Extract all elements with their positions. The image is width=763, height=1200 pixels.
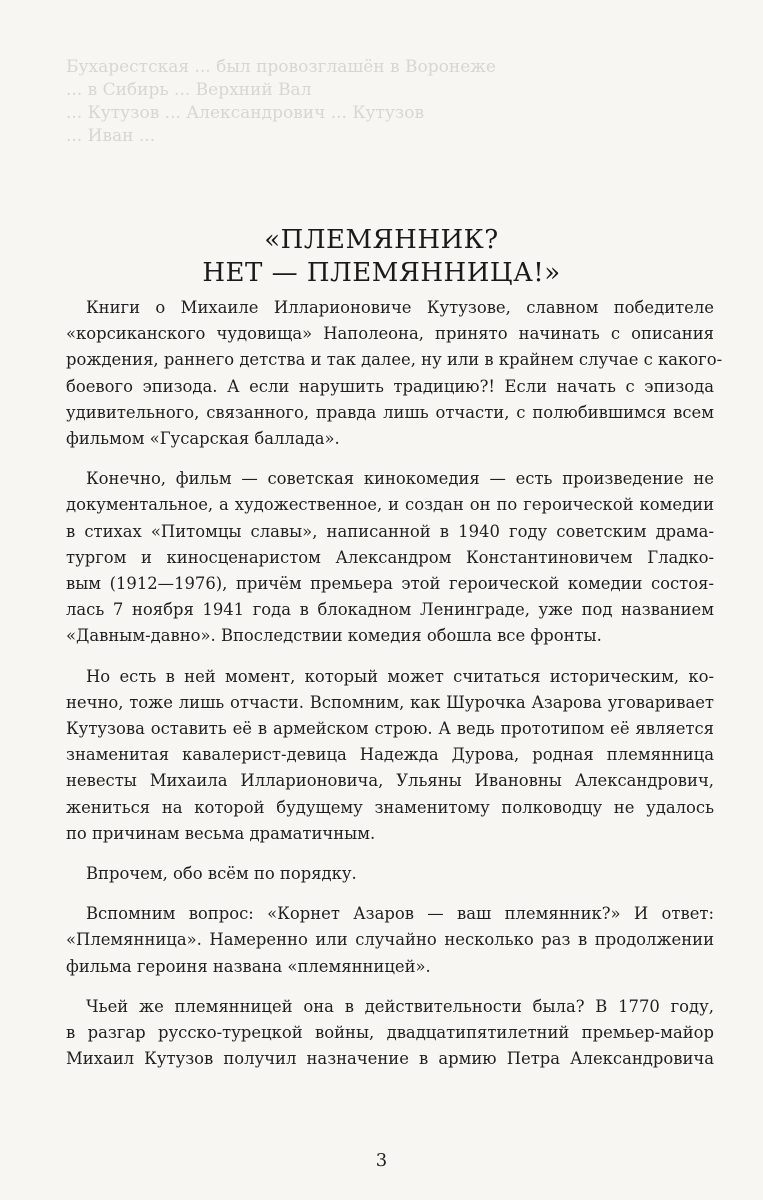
text-line: Кутузова оставить её в армейском строю. А ведь прототипом её является — [66, 719, 714, 739]
text-line: знаменитая кавалерист-девица Надежда Дурова, родная племянница — [66, 745, 714, 765]
text-line: фильма героиня названа «племянницей». — [66, 956, 431, 976]
chapter-title-line-2: НЕТ — ПЛЕМЯННИЦА!» — [202, 258, 561, 288]
page-number: 3 — [375, 1150, 388, 1171]
text-line: Впрочем, обо всём по порядку. — [86, 864, 357, 884]
text-line: нечно, тоже лишь отчасти. Вспомним, как Шурочка Азарова уговаривает — [66, 692, 714, 712]
text-line: «корсиканского чудовища» Наполеона, принято начинать с описания — [66, 324, 714, 344]
show-through-line: Бухарестская ... был провозглашён в Воронеже — [66, 57, 496, 77]
paragraph-3 — [66, 664, 714, 847]
text-line: Конечно, фильм — советская кинокомедия — есть произведение не — [86, 469, 714, 489]
text-line: Но есть в ней момент, который может считаться историческим, ко- — [86, 666, 714, 686]
text-line: в разгар русско-турецкой войны, двадцатипятилетний премьер-майор — [66, 1023, 714, 1043]
paragraph-5 — [66, 901, 714, 980]
text-line: «Давным-давно». Впоследствии комедия обошла все фронты. — [66, 626, 602, 646]
body-text — [66, 295, 723, 1086]
text-line: вым (1912—1976), причём премьера этой героической комедии состоя- — [66, 574, 714, 594]
show-through-line: ... Иван ... — [66, 126, 156, 146]
paragraph-4 — [66, 861, 714, 887]
text-line: Чьей же племянницей она в действительности была? В 1770 году, — [86, 996, 714, 1016]
text-line: тургом и киносценаристом Александром Константиновичем Гладко- — [66, 547, 714, 567]
text-line: боевого эпизода. А если нарушить традицию?! Если начать с эпизода — [66, 376, 714, 396]
text-line: удивительного, связанного, правда лишь отчасти, с полюбившимся всем — [66, 402, 714, 422]
text-line: «Племянница». Намеренно или случайно несколько раз в продолжении — [66, 930, 714, 950]
text-line: в стихах «Питомцы славы», написанной в 1940 году советским драма- — [66, 521, 714, 541]
text-line: лась 7 ноября 1941 года в блокадном Ленинграде, уже под названием — [66, 600, 714, 620]
paragraph-2 — [66, 466, 714, 649]
text-line: документальное, а художественное, и создан он по героической комедии — [66, 495, 714, 515]
text-line: фильмом «Гусарская баллада». — [66, 429, 340, 449]
show-through-text — [66, 56, 706, 148]
text-line: невесты Михаила Илларионовича, Ульяны Ивановны Александрович, — [66, 771, 714, 791]
show-through-line: ... Кутузов ... Александрович ... Кутузов — [66, 103, 425, 123]
paragraph-1 — [66, 295, 723, 452]
text-line: по причинам весьма драматичным. — [66, 823, 376, 843]
show-through-line: ... в Сибирь ... Верхний Вал — [66, 80, 312, 100]
text-line: Книги о Михаиле Илларионовиче Кутузове, славном победителе — [86, 298, 714, 317]
text-line: Вспомним вопрос: «Корнет Азаров — ваш племянник?» И ответ: — [86, 904, 714, 924]
text-line: рождения, раннего детства и так далее, ну или в крайнем случае с какого- — [66, 350, 723, 370]
text-line: жениться на которой будущему знаменитому полководцу не удалось — [66, 797, 714, 817]
chapter-title-line-1: «ПЛЕМЯННИК? — [264, 225, 499, 255]
paragraph-6 — [66, 994, 714, 1073]
text-line: Михаил Кутузов получил назначение в армию Петра Александровича — [66, 1049, 714, 1069]
